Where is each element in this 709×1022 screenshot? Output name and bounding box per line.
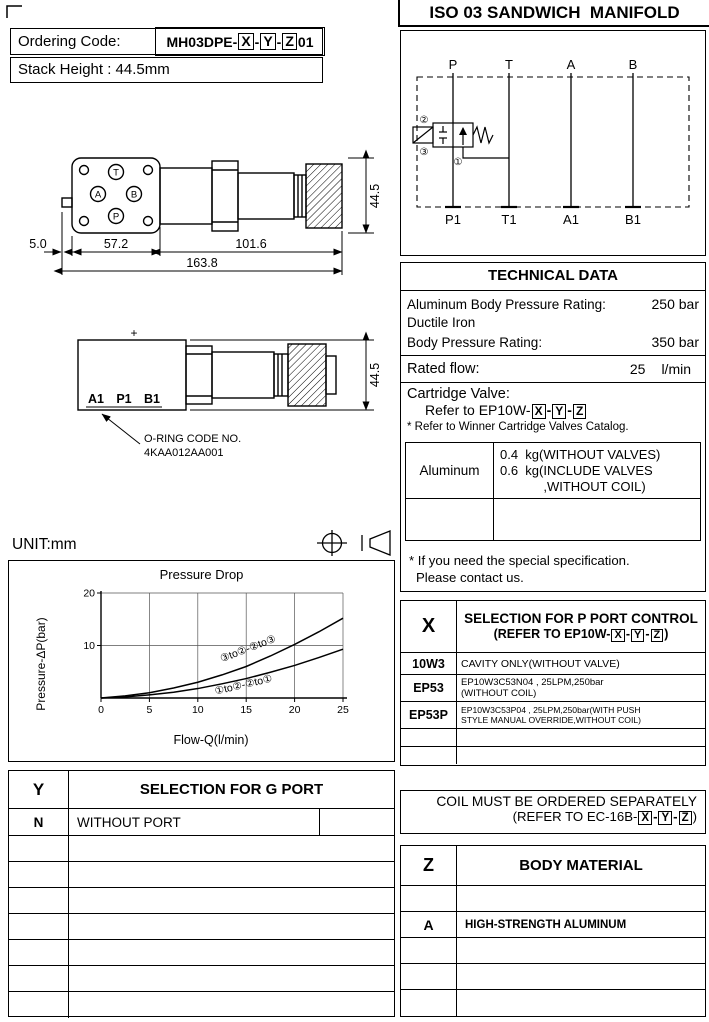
weight-material: Aluminum [406,443,494,498]
rated-flow-value: 25 [629,361,646,377]
plus-mark: + [130,326,138,340]
svg-text:25: 25 [337,704,349,716]
schematic-port-b: B [628,57,638,72]
pressure-rating-section [401,291,705,356]
weight-table [405,442,701,541]
z-row-a [401,912,705,938]
schematic-port-t: T [505,57,513,72]
x-header-y-box: Y [631,629,644,643]
technical-data-box [400,262,706,592]
x-row-code: EP53P [401,702,457,728]
x-row-desc-2: (WITHOUT COIL) [461,688,537,699]
unit-label: UNIT:mm [12,536,77,553]
z-empty-row [401,938,705,964]
y-empty-row [9,914,394,940]
coil-y-box: Y [658,811,672,825]
x-table-key: X [401,601,457,652]
svg-text:20: 20 [83,587,95,600]
chart-ylabel: Pressure-ΔP(bar) [34,617,48,711]
rated-flow-section [401,356,705,383]
oring-callout [144,433,241,459]
z-empty-row [401,990,705,1016]
weight-line-1: 0.4 kg(WITHOUT VALVES) [500,447,661,462]
dim-height-2: 44.5 [368,362,382,388]
iron-rating-value: 350 bar [651,334,699,350]
cone-projection-icon [370,531,390,555]
x-row-ep53 [401,675,705,702]
y-empty-row [9,862,394,888]
schematic-port-labels [445,57,641,227]
y-empty-row [9,888,394,914]
manifold-body-outline [62,158,342,233]
svg-text:①to②-②to①: ①to②-②to① [213,672,274,698]
coil-note-prefix: (REFER TO EC-16B- [512,809,638,824]
x-selection-table [400,600,706,766]
special-note-line-1: * If you need the special specification. [409,553,630,568]
x-empty-row [401,729,705,747]
z-table-header-row [401,846,705,886]
cartridge-note: * Refer to Winner Cartridge Valves Catalog. [407,420,629,433]
cartridge-valve-section [401,383,705,441]
coil-note-box [400,790,706,834]
special-note-section [401,546,705,593]
code-suffix: 01 [297,33,314,50]
svg-text:5: 5 [146,704,153,716]
svg-text:0: 0 [98,704,104,716]
y-empty-row [9,966,394,992]
port-letters [95,168,137,223]
code-x-box: X [238,33,253,50]
x-row-desc: CAVITY ONLY(WITHOUT VALVE) [461,657,620,670]
x-table-header-line2 [494,627,669,643]
x-row-ep53p [401,702,705,729]
z-empty-row [401,886,705,912]
schematic-port-b1: B1 [625,212,641,227]
coil-sep-2: - [673,809,678,824]
weight-empty-row [406,499,700,540]
weight-section [401,441,705,546]
code-y-box: Y [260,33,275,50]
x-table-header-line1: SELECTION FOR P PORT CONTROL [464,610,698,626]
cartridge-z-box: Z [573,404,586,419]
aluminum-rating-label: Aluminum Body Pressure Rating: [407,296,606,312]
coil-x-box: X [638,811,652,825]
x-header-sep-2: - [645,626,650,641]
hydraulic-schematic [401,31,704,254]
spring-symbol [473,127,493,143]
ordering-code-box [10,28,323,55]
x-header-x-box: X [611,629,624,643]
svg-text:10: 10 [191,704,204,716]
schematic-port-t1: T1 [501,212,517,227]
mark-3: ③ [419,147,429,158]
x-row-code: EP53 [401,675,457,701]
x-header-sep-1: - [625,626,630,641]
code-z-box: Z [282,33,297,50]
cartridge-valve-label: Cartridge Valve: [407,386,510,402]
coil-note-line2 [409,809,697,825]
cartridge-x-box: X [532,404,546,419]
cartridge-refer-line [407,402,699,419]
x-header-suffix: ) [664,626,669,641]
port-p-label: P [112,211,120,223]
x-table-header-row [401,601,705,653]
stack-height-label: Stack Height : 44.5mm [18,61,170,78]
coil-note-line1: COIL MUST BE ORDERED SEPARATELY [436,794,697,809]
cartridge-sep-2: - [567,402,572,418]
dim-5: 5.0 [29,237,47,251]
dim-101: 101.6 [235,237,267,251]
manifold-side-view-drawing [10,100,395,288]
z-body-material-table [400,845,706,1017]
corner-mark [6,4,24,20]
cartridge-y-box: Y [552,404,566,419]
chart-title: Pressure Drop [159,567,244,582]
weight-line-3: ,WITHOUT COIL) [500,479,646,494]
x-row-desc-1: EP10W3C53N04 , 25LPM,250bar [461,677,604,688]
page-title: ISO 03 SANDWICH MANIFOLD [429,2,680,22]
x-row-10w3 [401,653,705,675]
z-table-key: Z [401,846,457,885]
dim-163: 163.8 [186,256,218,270]
y-row-code: N [9,809,69,835]
port-t-label: T [113,167,119,179]
svg-text:10: 10 [83,640,95,652]
schematic-port-p: P [448,57,458,72]
schematic-port-a1: A1 [563,212,579,227]
ordering-code-label: Ordering Code: [18,33,121,50]
z-empty-row [401,964,705,990]
x-header-z-box: Z [651,629,664,643]
z-row-desc: HIGH-STRENGTH ALUMINUM [465,918,627,931]
aluminum-rating-value: 250 bar [651,296,699,312]
y-empty-row [9,940,394,966]
code-prefix: MH03DPE- [166,33,238,50]
mark-1: ① [453,157,463,168]
special-note-line-2: Please contact us. [416,570,524,585]
page-title-bar [398,0,709,27]
cartridge-sep-1: - [546,402,552,418]
cartridge-refer-text: Refer to EP10W- [425,402,531,418]
port-a1-label: A1 [88,392,104,406]
oring-code-value: 4KAA012AA001 [144,447,224,459]
port-b-label: B [130,189,138,201]
y-empty-row [9,992,394,1018]
y-row-desc: WITHOUT PORT [77,814,181,830]
x-row-desc-1: EP10W3C53P04 , 25LPM,250bar(WITH PUSH [461,704,641,715]
bottom-port-labels [88,392,160,406]
schematic-box [400,30,706,256]
iron-rating-label-1: Ductile Iron [407,315,476,330]
coil-note-suffix: ) [692,809,697,824]
svg-text:③to②-②to③: ③to②-②to③ [218,632,278,666]
y-table-header-row [9,771,394,809]
svg-text:15: 15 [240,704,253,716]
code-sep-2: - [276,33,282,50]
pressure-drop-chart-box [8,560,395,762]
schematic-port-a: A [566,57,576,72]
svg-text:20: 20 [288,704,301,716]
y-selection-table [8,770,395,1017]
projection-symbols [312,528,396,558]
y-table-row-n [9,809,394,836]
dim-height-1: 44.5 [368,183,382,209]
stack-height-box [10,57,323,83]
chart-plot-area [61,585,361,731]
schematic-boundary [417,77,689,207]
dim-57: 57.2 [103,237,129,251]
technical-data-title: TECHNICAL DATA [401,263,705,291]
ordering-code-value [155,27,325,56]
coil-sep-1: - [653,809,658,824]
y-row-extra-cell [319,809,394,835]
port-a-label: A [94,189,102,201]
coil-z-box: Z [679,811,692,825]
port-b1-label: B1 [144,392,160,406]
iron-rating-label-2: Body Pressure Rating: [407,334,543,350]
x-empty-row [401,747,705,764]
port-p1-label: P1 [116,392,132,406]
mark-2: ② [419,115,429,126]
y-table-header: SELECTION FOR G PORT [139,781,324,798]
x-header-prefix: (REFER TO EP10W- [493,626,611,641]
oring-code-label: O-RING CODE NO. [144,433,242,445]
x-row-desc-2: STYLE MANUAL OVERRIDE,WITHOUT COIL) [461,715,642,725]
rated-flow-unit: l/min [661,361,691,377]
code-sep-1: - [254,33,260,50]
z-row-code: A [401,912,457,937]
weight-line-2: 0.6 kg(INCLUDE VALVES [500,463,653,478]
z-table-header: BODY MATERIAL [519,857,643,874]
x-row-code: 10W3 [401,653,457,674]
chart-xlabel: Flow-Q(l/min) [173,733,249,747]
manifold-bottom-view-drawing [10,322,395,474]
y-empty-row [9,836,394,862]
rated-flow-label: Rated flow: [407,361,480,377]
y-table-key: Y [9,771,69,808]
schematic-port-p1: P1 [445,212,461,227]
